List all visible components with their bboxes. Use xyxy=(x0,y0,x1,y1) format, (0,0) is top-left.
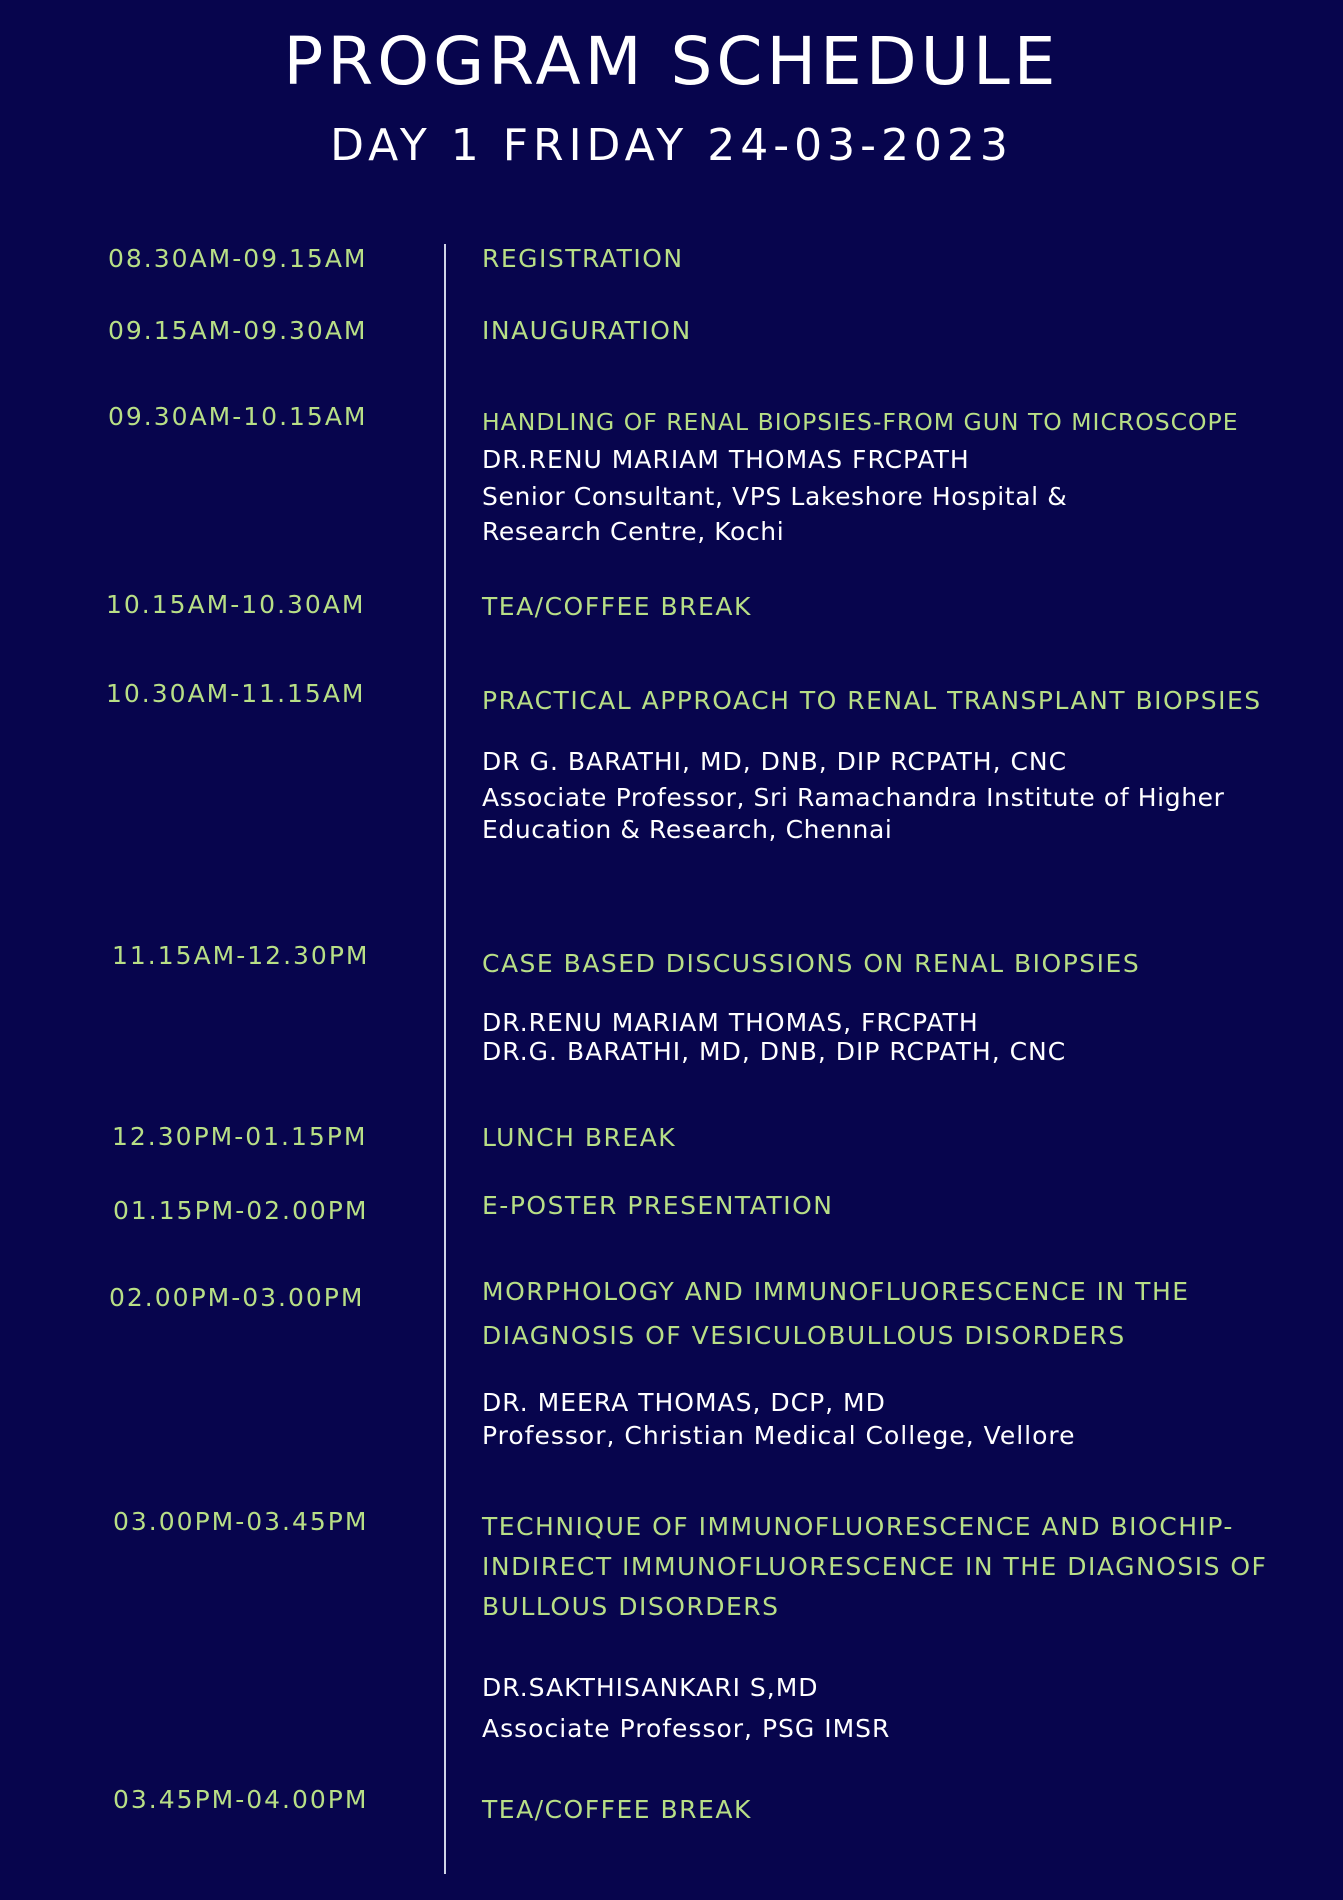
session-topic: E-POSTER PRESENTATION xyxy=(482,1191,834,1220)
session-speaker: DR.SAKTHISANKARI S,MD xyxy=(482,1673,819,1702)
session-time: 03.00PM-03.45PM xyxy=(113,1507,369,1536)
session-affiliation: Associate Professor, Sri Ramachandra Institute of Higher Education & Research, Chennai xyxy=(482,783,1225,844)
session-time: 02.00PM-03.00PM xyxy=(109,1283,365,1312)
session-topic: LUNCH BREAK xyxy=(482,1123,677,1152)
session-speaker: DR.G. BARATHI, MD, DNB, DIP RCPATH, CNC xyxy=(482,1037,1067,1066)
session-topic: MORPHOLOGY AND IMMUNOFLUORESCENCE IN THE DIAGNOSIS OF VESICULOBULLOUS DISORDERS xyxy=(482,1277,1190,1350)
session-speaker: DR. MEERA THOMAS, DCP, MD xyxy=(482,1388,886,1417)
session-time: 09.15AM-09.30AM xyxy=(108,316,368,345)
session-time: 10.30AM-11.15AM xyxy=(106,679,366,708)
timeline-divider xyxy=(444,244,446,1874)
session-topic: HANDLING OF RENAL BIOPSIES-FROM GUN TO MICROSCOPE xyxy=(482,408,1239,436)
session-time: 09.30AM-10.15AM xyxy=(108,402,368,431)
session-affiliation: Senior Consultant, VPS Lakeshore Hospital & Research Centre, Kochi xyxy=(482,482,1068,546)
session-time: 01.15PM-02.00PM xyxy=(113,1196,369,1225)
day-subtitle: DAY 1 FRIDAY 24-03-2023 xyxy=(330,120,1013,171)
session-time: 08.30AM-09.15AM xyxy=(108,244,368,273)
session-time: 10.15AM-10.30AM xyxy=(106,590,366,619)
session-time: 11.15AM-12.30PM xyxy=(112,941,370,970)
session-topic: PRACTICAL APPROACH TO RENAL TRANSPLANT BIOPSIES xyxy=(482,686,1262,715)
session-topic: TEA/COFFEE BREAK xyxy=(482,592,752,621)
page-title: PROGRAM SCHEDULE xyxy=(283,23,1060,100)
session-topic: TECHNIQUE OF IMMUNOFLUORESCENCE AND BIOCHIP-INDIRECT IMMUNOFLUORESCENCE IN THE DIAGNOSIS OF BULLOUS DISORDERS xyxy=(482,1512,1268,1621)
session-topic: INAUGURATION xyxy=(482,316,692,345)
session-topic: TEA/COFFEE BREAK xyxy=(482,1795,752,1824)
session-affiliation: Professor, Christian Medical College, Vellore xyxy=(482,1421,1076,1450)
session-time: 03.45PM-04.00PM xyxy=(113,1785,369,1814)
session-speaker: DR.RENU MARIAM THOMAS FRCPATH xyxy=(482,445,970,474)
session-topic: REGISTRATION xyxy=(482,244,684,273)
session-time: 12.30PM-01.15PM xyxy=(112,1122,368,1151)
session-topic: CASE BASED DISCUSSIONS ON RENAL BIOPSIES xyxy=(482,949,1141,978)
session-speaker: DR G. BARATHI, MD, DNB, DIP RCPATH, CNC xyxy=(482,747,1068,776)
session-affiliation: Associate Professor, PSG IMSR xyxy=(482,1714,891,1743)
session-speaker: DR.RENU MARIAM THOMAS, FRCPATH xyxy=(482,1008,979,1037)
